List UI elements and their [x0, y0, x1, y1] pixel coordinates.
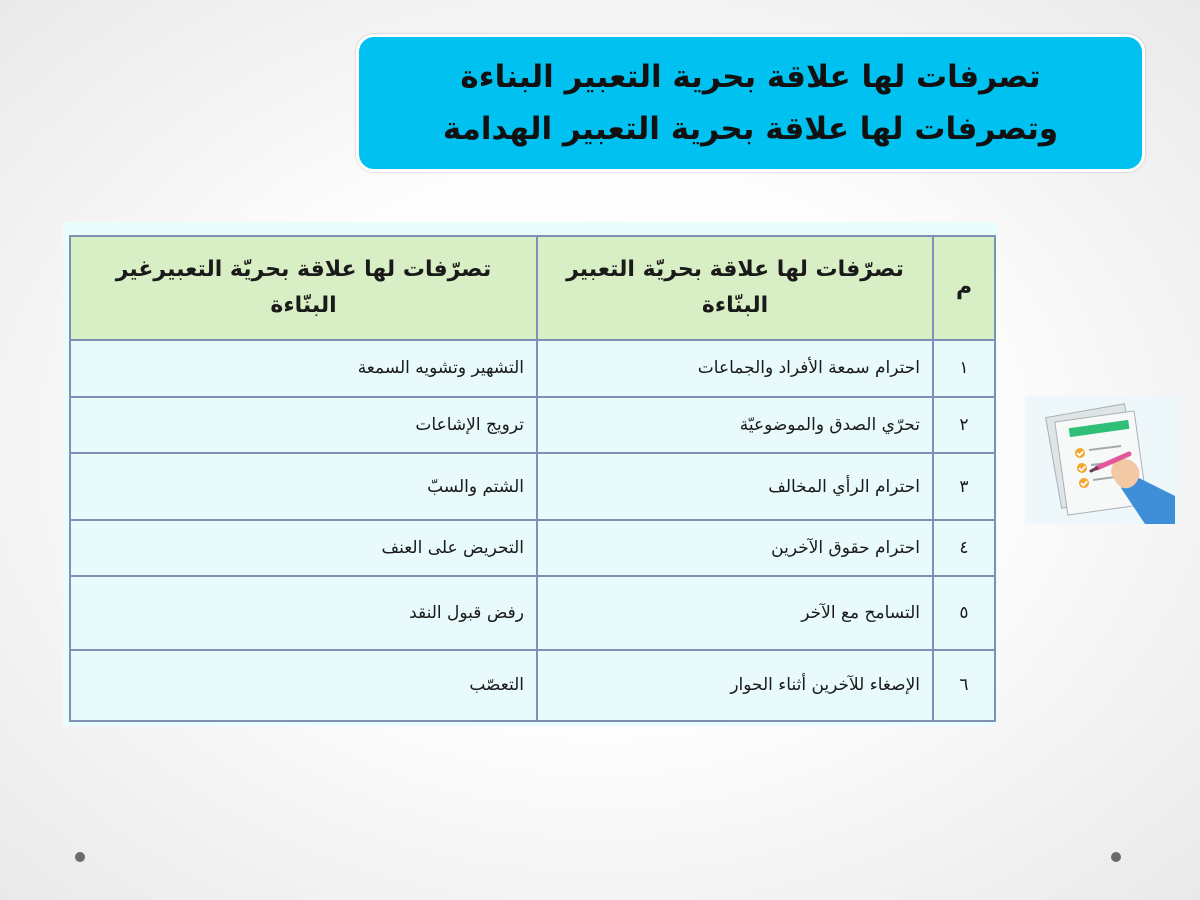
table-row	[70, 576, 995, 649]
checklist-with-pen-icon	[1025, 396, 1180, 524]
non-constructive-cell: التحريض على العنف	[70, 520, 537, 576]
behaviors-table	[69, 235, 996, 722]
table-header-row	[70, 236, 995, 340]
table-row	[70, 340, 995, 397]
non-constructive-cell: ترويج الإشاعات	[70, 397, 537, 453]
row-number: ٦	[933, 650, 995, 721]
header-non-constructive: تصرّفات لها علاقة بحريّة التعبيرغير البنّاءة	[70, 236, 537, 340]
title-banner	[356, 34, 1145, 172]
row-number: ٢	[933, 397, 995, 453]
non-constructive-cell: رفض قبول النقد	[70, 576, 537, 649]
table-row	[70, 397, 995, 453]
row-number: ٥	[933, 576, 995, 649]
title-line-2: وتصرفات لها علاقة بحرية التعبير الهدامة	[442, 111, 1059, 147]
table-row	[70, 453, 995, 520]
non-constructive-cell: الشتم والسبّ	[70, 453, 537, 520]
constructive-cell: التسامح مع الآخر	[537, 576, 933, 649]
constructive-cell: احترام الرأي المخالف	[537, 453, 933, 520]
left-bottom-dot	[75, 852, 85, 862]
row-number: ١	[933, 340, 995, 397]
title-line-1: تصرفات لها علاقة بحرية التعبير البناءة	[460, 59, 1041, 95]
header-constructive: تصرّفات لها علاقة بحريّة التعبير البنّاءة	[537, 236, 933, 340]
behaviors-table-container	[63, 222, 997, 726]
non-constructive-cell: التعصّب	[70, 650, 537, 721]
table-row	[70, 520, 995, 576]
row-number: ٣	[933, 453, 995, 520]
constructive-cell: الإصغاء للآخرين أثناء الحوار	[537, 650, 933, 721]
header-number: م	[933, 236, 995, 340]
row-number: ٤	[933, 520, 995, 576]
constructive-cell: احترام حقوق الآخرين	[537, 520, 933, 576]
table-row	[70, 650, 995, 721]
constructive-cell: احترام سمعة الأفراد والجماعات	[537, 340, 933, 397]
constructive-cell: تحرّي الصدق والموضوعيّة	[537, 397, 933, 453]
non-constructive-cell: التشهير وتشويه السمعة	[70, 340, 537, 397]
right-bottom-dot	[1111, 852, 1121, 862]
